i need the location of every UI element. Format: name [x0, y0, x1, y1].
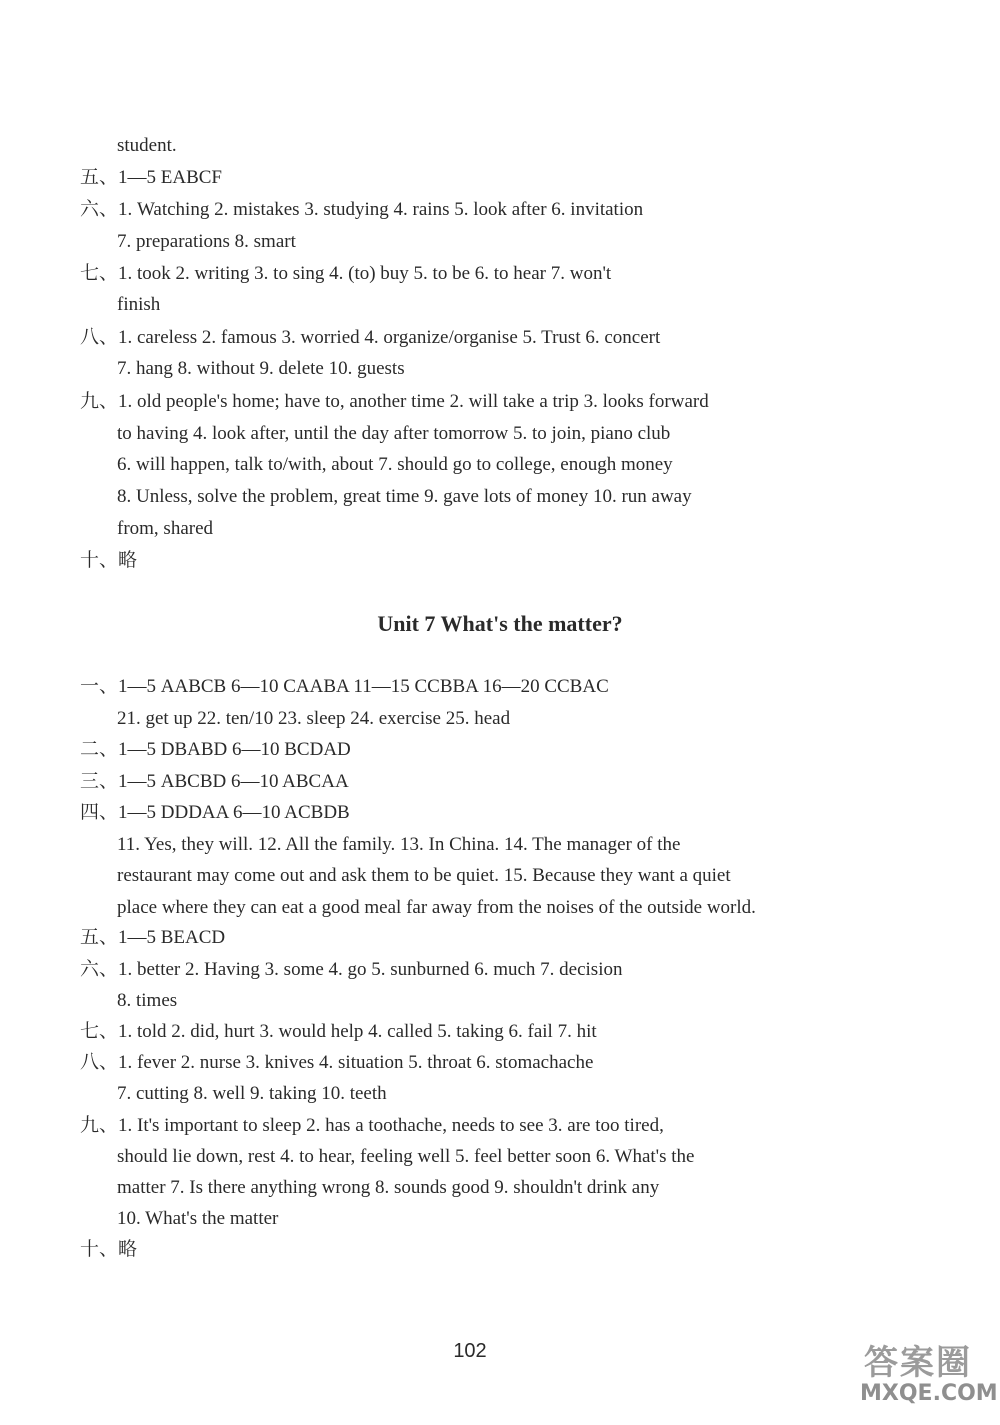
unit-line-3: 二、1—5 DBABD 6—10 BCDAD: [80, 739, 351, 760]
line-section-9-cont1: to having 4. look after, until the day after tomorrow 5. to join, piano club: [117, 423, 671, 444]
line-section-5: 五、1—5 EABCF: [80, 167, 222, 188]
line-student: student.: [117, 135, 177, 156]
line-section-10: 十、略: [80, 550, 138, 571]
unit-line-19: 十、略: [80, 1239, 138, 1260]
unit-line-8: place where they can eat a good meal far away from the noises of the outside world.: [117, 897, 756, 918]
line-section-9: 九、1. old people's home; have to, another time 2. will take a trip 3. looks forward: [80, 391, 709, 412]
unit-line-17: matter 7. Is there anything wrong 8. sounds good 9. shouldn't drink any: [117, 1177, 660, 1198]
unit-line-9: 五、1—5 BEACD: [80, 927, 226, 948]
unit-line-18: 10. What's the matter: [117, 1208, 279, 1229]
watermark-logo: [860, 1335, 998, 1415]
line-section-7-cont: finish: [117, 294, 161, 315]
unit-title: Unit 7 What's the matter?: [377, 611, 623, 636]
watermark-en: MXQE.COM: [860, 1381, 998, 1406]
unit-line-15: 九、1. It's important to sleep 2. has a toothache, needs to see 3. are too tired,: [80, 1115, 664, 1136]
unit-line-11: 8. times: [117, 990, 178, 1011]
unit-line-4: 三、1—5 ABCBD 6—10 ABCAA: [80, 771, 349, 792]
unit-line-13: 八、1. fever 2. nurse 3. knives 4. situation 5. throat 6. stomachache: [80, 1052, 594, 1073]
line-section-8-cont: 7. hang 8. without 9. delete 10. guests: [117, 358, 405, 379]
unit-line-1: 一、1—5 AABCB 6—10 CAABA 11—15 CCBBA 16—20 CCBAC: [80, 676, 609, 697]
line-section-6: 六、1. Watching 2. mistakes 3. studying 4. rains 5. look after 6. invitation: [80, 199, 644, 220]
unit-line-12: 七、1. told 2. did, hurt 3. would help 4. called 5. taking 6. fail 7. hit: [80, 1021, 597, 1042]
unit-line-14: 7. cutting 8. well 9. taking 10. teeth: [117, 1083, 387, 1104]
line-section-9-cont4: from, shared: [117, 518, 214, 539]
unit-line-16: should lie down, rest 4. to hear, feeling well 5. feel better soon 6. What's the: [117, 1146, 695, 1167]
unit-line-5: 四、1—5 DDDAA 6—10 ACBDB: [80, 802, 350, 823]
page-number: 102: [453, 1340, 487, 1362]
watermark-cn: 答案圈: [864, 1343, 972, 1383]
unit-line-2: 21. get up 22. ten/10 23. sleep 24. exercise 25. head: [117, 708, 511, 729]
line-section-6-cont: 7. preparations 8. smart: [117, 231, 296, 252]
unit-line-10: 六、1. better 2. Having 3. some 4. go 5. sunburned 6. much 7. decision: [80, 959, 623, 980]
unit-line-6: 11. Yes, they will. 12. All the family. 13. In China. 14. The manager of the: [117, 834, 681, 855]
unit-line-7: restaurant may come out and ask them to be quiet. 15. Because they want a quiet: [117, 865, 731, 886]
line-section-7: 七、1. took 2. writing 3. to sing 4. (to) buy 5. to be 6. to hear 7. won't: [80, 263, 612, 284]
line-section-9-cont2: 6. will happen, talk to/with, about 7. should go to college, enough money: [117, 454, 673, 475]
line-section-8: 八、1. careless 2. famous 3. worried 4. organize/organise 5. Trust 6. concert: [80, 327, 661, 348]
line-section-9-cont3: 8. Unless, solve the problem, great time 9. gave lots of money 10. run away: [117, 486, 692, 507]
